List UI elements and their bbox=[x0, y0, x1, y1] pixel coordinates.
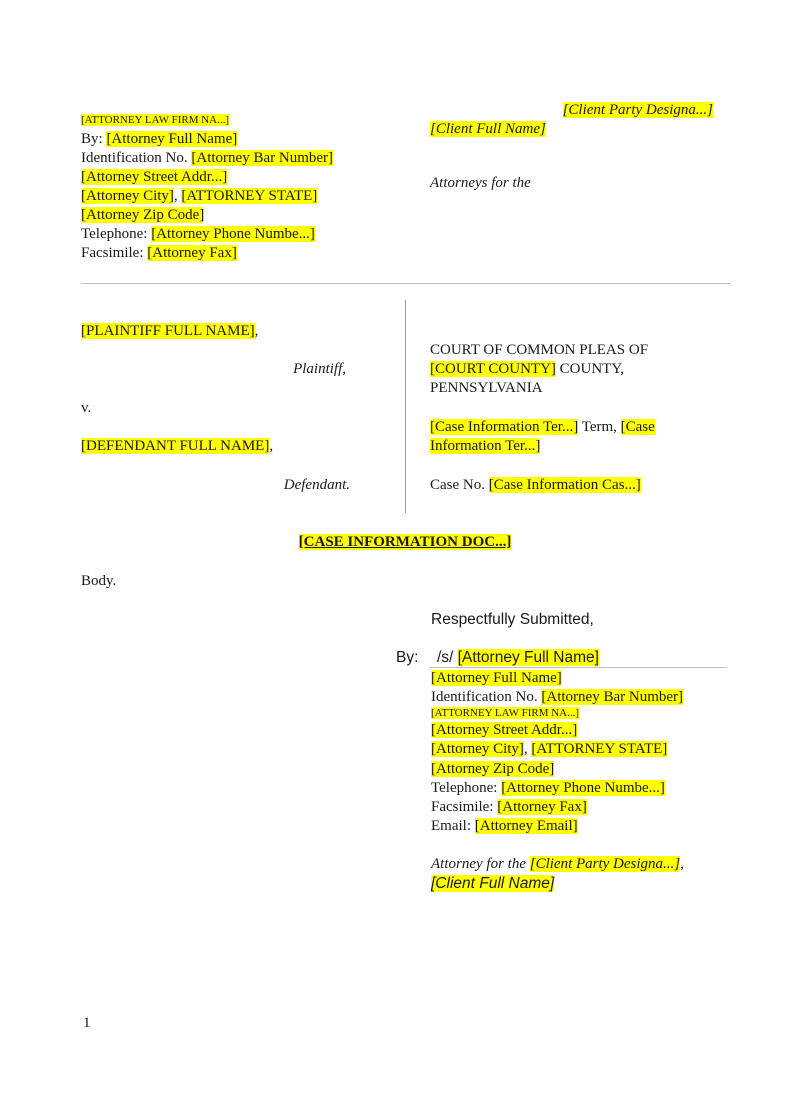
by-line bbox=[81, 130, 237, 149]
firm-name-line bbox=[81, 114, 229, 127]
term-b-part2: Information Ter...] bbox=[430, 438, 541, 454]
plaintiff-label: Plaintiff, bbox=[293, 361, 346, 377]
sig-city-comma: , bbox=[523, 741, 532, 757]
sig-phone: [Attorney Phone Numbe...] bbox=[501, 780, 665, 796]
court-state-line: PENNSYLVANIA bbox=[430, 380, 543, 396]
sig-zip-line bbox=[431, 760, 554, 779]
sig-id-line bbox=[431, 688, 683, 707]
sig-client-line bbox=[431, 874, 554, 893]
sig-email-line bbox=[431, 817, 578, 836]
term-word: Term, bbox=[578, 419, 621, 435]
signature-rule bbox=[430, 667, 727, 668]
fax-line bbox=[81, 244, 237, 263]
plaintiff-line bbox=[81, 322, 258, 341]
firm-name: [ATTORNEY LAW FIRM NA...] bbox=[81, 114, 230, 126]
phone-label: Telephone: bbox=[81, 226, 152, 242]
body-text: Body. bbox=[81, 573, 117, 589]
bar-number: [Attorney Bar Number] bbox=[191, 150, 334, 166]
defendant-line bbox=[81, 437, 273, 456]
header-divider bbox=[81, 283, 730, 284]
case-no-line bbox=[430, 476, 641, 495]
sig-trailing-comma: , bbox=[680, 856, 684, 872]
sig-email: [Attorney Email] bbox=[474, 818, 578, 834]
attorney-for-line bbox=[431, 855, 684, 874]
sig-by-label: By: bbox=[396, 649, 419, 666]
term-b-part1: [Case bbox=[620, 419, 655, 435]
plaintiff-comma: , bbox=[254, 323, 259, 339]
sig-street: [Attorney Street Addr...] bbox=[431, 722, 578, 738]
defendant-comma: , bbox=[269, 438, 274, 454]
fax-label: Facsimile: bbox=[81, 245, 148, 261]
county-word: COUNTY, bbox=[555, 361, 624, 377]
court-line-1: COURT OF COMMON PLEAS OF bbox=[430, 342, 649, 358]
id-label: Identification No. bbox=[81, 150, 192, 166]
signature-line bbox=[437, 648, 599, 667]
sig-fax-label: Facsimile: bbox=[431, 799, 498, 815]
sig-street-line bbox=[431, 721, 577, 740]
phone-number: [Attorney Phone Numbe...] bbox=[151, 226, 315, 242]
signer-name: [Attorney Full Name] bbox=[457, 649, 599, 666]
sig-state: [ATTORNEY STATE] bbox=[531, 741, 668, 757]
respectfully-submitted: Respectfully Submitted, bbox=[431, 611, 594, 628]
attorney-for-label: Attorney for the bbox=[431, 856, 530, 872]
sig-id-label: Identification No. bbox=[431, 689, 542, 705]
defendant-name: [DEFENDANT FULL NAME] bbox=[81, 438, 270, 454]
fax-number: [Attorney Fax] bbox=[147, 245, 237, 261]
case-no-label: Case No. bbox=[430, 477, 489, 493]
defendant-label: Defendant. bbox=[283, 477, 350, 493]
zip-code: [Attorney Zip Code] bbox=[81, 207, 205, 223]
plaintiff-name: [PLAINTIFF FULL NAME] bbox=[81, 323, 255, 339]
city-state-line bbox=[81, 187, 317, 206]
sig-firm-name: [ATTORNEY LAW FIRM NA...] bbox=[431, 707, 580, 719]
client-party-line bbox=[430, 101, 713, 120]
sig-client-party: [Client Party Designa...] bbox=[529, 856, 681, 872]
phone-line bbox=[81, 225, 315, 244]
document-title-line bbox=[0, 533, 800, 552]
attorney-name: [Attorney Full Name] bbox=[106, 131, 238, 147]
id-line bbox=[81, 149, 333, 168]
term-a: [Case Information Ter...] bbox=[430, 419, 579, 435]
document-title: [CASE INFORMATION DOC...] bbox=[298, 534, 512, 550]
versus: v. bbox=[81, 400, 92, 416]
sig-city: [Attorney City] bbox=[431, 741, 524, 757]
state: [ATTORNEY STATE] bbox=[181, 188, 318, 204]
client-party: [Client Party Designa...] bbox=[562, 102, 713, 118]
sig-phone-label: Telephone: bbox=[431, 780, 502, 796]
court-county: [COURT COUNTY] bbox=[430, 361, 556, 377]
sig-bar-number: [Attorney Bar Number] bbox=[541, 689, 684, 705]
sig-fax-line bbox=[431, 798, 587, 817]
court-county-line bbox=[430, 360, 624, 379]
sig-zip: [Attorney Zip Code] bbox=[431, 761, 555, 777]
sig-email-label: Email: bbox=[431, 818, 475, 834]
sig-name-line bbox=[431, 669, 562, 688]
sig-attorney-name: [Attorney Full Name] bbox=[431, 670, 562, 686]
attorneys-for-line: Attorneys for the bbox=[430, 175, 531, 191]
client-name: [Client Full Name] bbox=[430, 121, 546, 137]
sig-client-name: [Client Full Name] bbox=[431, 875, 555, 892]
term-line bbox=[430, 418, 655, 437]
by-label: By: bbox=[81, 131, 107, 147]
case-number: [Case Information Cas...] bbox=[488, 477, 641, 493]
sig-phone-line bbox=[431, 779, 665, 798]
sig-city-line bbox=[431, 740, 667, 759]
sig-fax: [Attorney Fax] bbox=[497, 799, 587, 815]
term-line-2 bbox=[430, 437, 540, 456]
street-address: [Attorney Street Addr...] bbox=[81, 169, 228, 185]
city: [Attorney City] bbox=[81, 188, 174, 204]
city-comma: , bbox=[173, 188, 182, 204]
page-number: 1 bbox=[83, 1015, 91, 1031]
sig-firm-line bbox=[431, 707, 579, 720]
caption-divider bbox=[405, 300, 406, 513]
s-mark: /s/ bbox=[437, 649, 458, 666]
zip-line bbox=[81, 206, 204, 225]
client-name-line bbox=[430, 120, 546, 139]
street-line bbox=[81, 168, 227, 187]
